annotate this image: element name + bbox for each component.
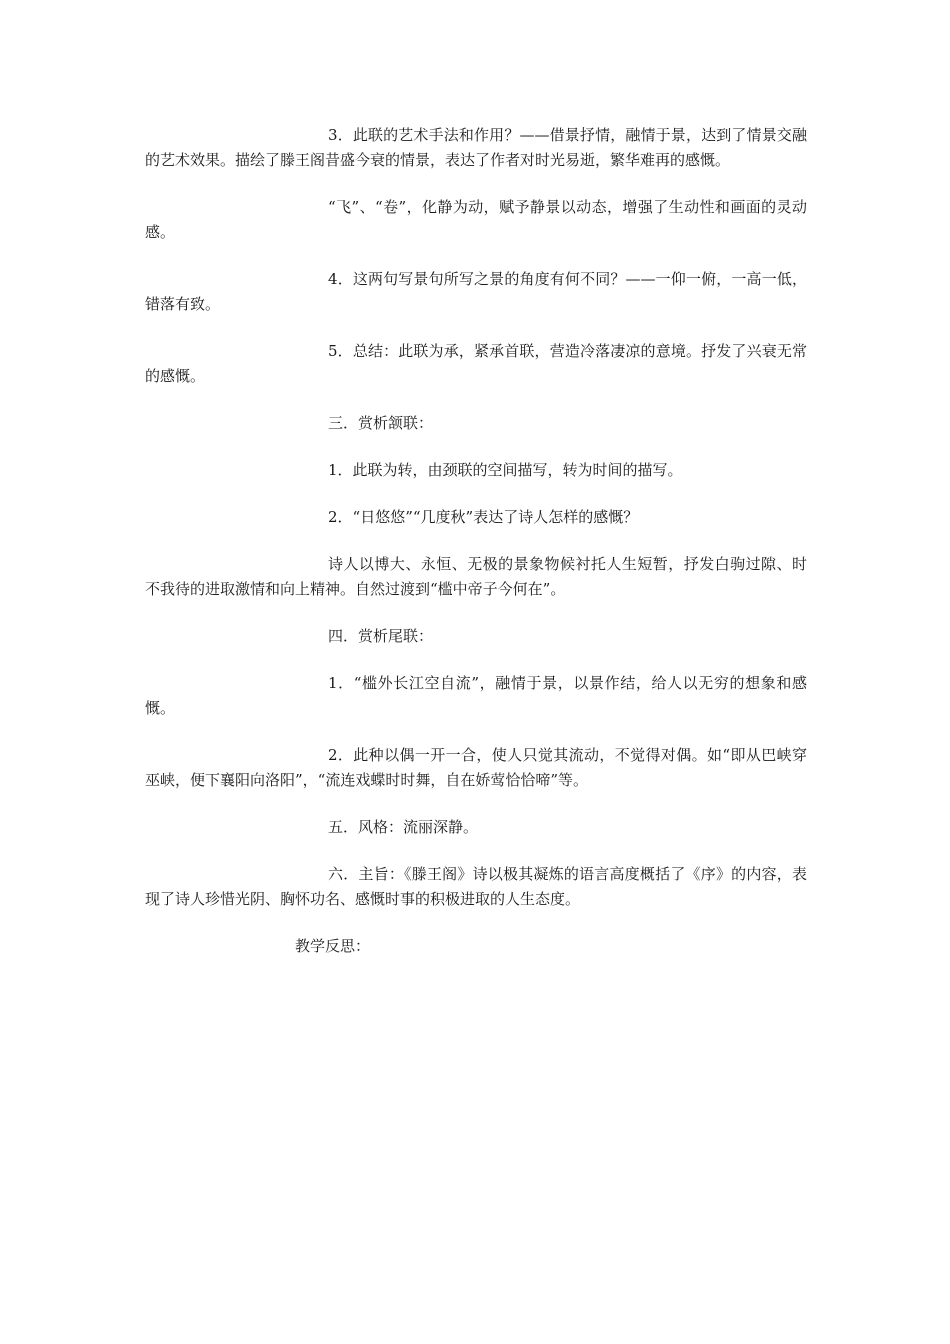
section-heading-4: 四．赏析尾联： bbox=[328, 627, 434, 645]
paragraph-tail-1: 1．“槛外长江空自流”，融情于景，以景作结，给人以无穷的想象和感慨。 bbox=[145, 674, 807, 717]
section-heading-5: 五．风格：流丽深静。 bbox=[328, 818, 479, 836]
section-heading-3: 三．赏析颔联： bbox=[328, 414, 434, 432]
paragraph-question: 2．“日悠悠”“几度秋”表达了诗人怎样的感慨？ bbox=[328, 508, 639, 526]
paragraph-summary: 5．总结：此联为承，紧承首联，营造冷落凄凉的意境。抒发了兴衰无常的感慨。 bbox=[145, 342, 807, 385]
paragraph-fei-juan: “飞”、“卷”，化静为动，赋予静景以动态，增强了生动性和画面的灵动感。 bbox=[145, 198, 807, 241]
paragraph-tail-2: 2．此种以偶一开一合，使人只觉其流动，不觉得对偶。如“即从巴峡穿巫峡，便下襄阳向洛阳”，“流连戏蝶时时舞，自在娇莺恰恰啼”等。 bbox=[145, 746, 807, 789]
section-heading-6: 六．主旨：《滕王阁》诗以极其凝炼的语言高度概括了《序》的内容，表现了诗人珍惜光阴、胸怀功名、感慨时事的积极进取的人生态度。 bbox=[145, 865, 807, 908]
paragraph-angle-question: 4．这两句写景句所写之景的角度有何不同？——一仰一俯，一高一低，错落有致。 bbox=[145, 270, 807, 313]
paragraph-art-technique: 3．此联的艺术手法和作用？——借景抒情，融情于景，达到了情景交融的艺术效果。描绘了滕王阁昔盛今衰的情景，表达了作者对时光易逝，繁华难再的感慨。 bbox=[145, 126, 807, 169]
teaching-reflection-label: 教学反思： bbox=[295, 937, 371, 955]
paragraph-answer: 诗人以博大、永恒、无极的景象物候衬托人生短暂，抒发白驹过隙、时不我待的进取激情和向上精神。自然过渡到“槛中帝子今何在”。 bbox=[145, 555, 807, 598]
paragraph-transition: 1．此联为转，由颈联的空间描写，转为时间的描写。 bbox=[328, 461, 683, 479]
document-body bbox=[145, 123, 807, 959]
